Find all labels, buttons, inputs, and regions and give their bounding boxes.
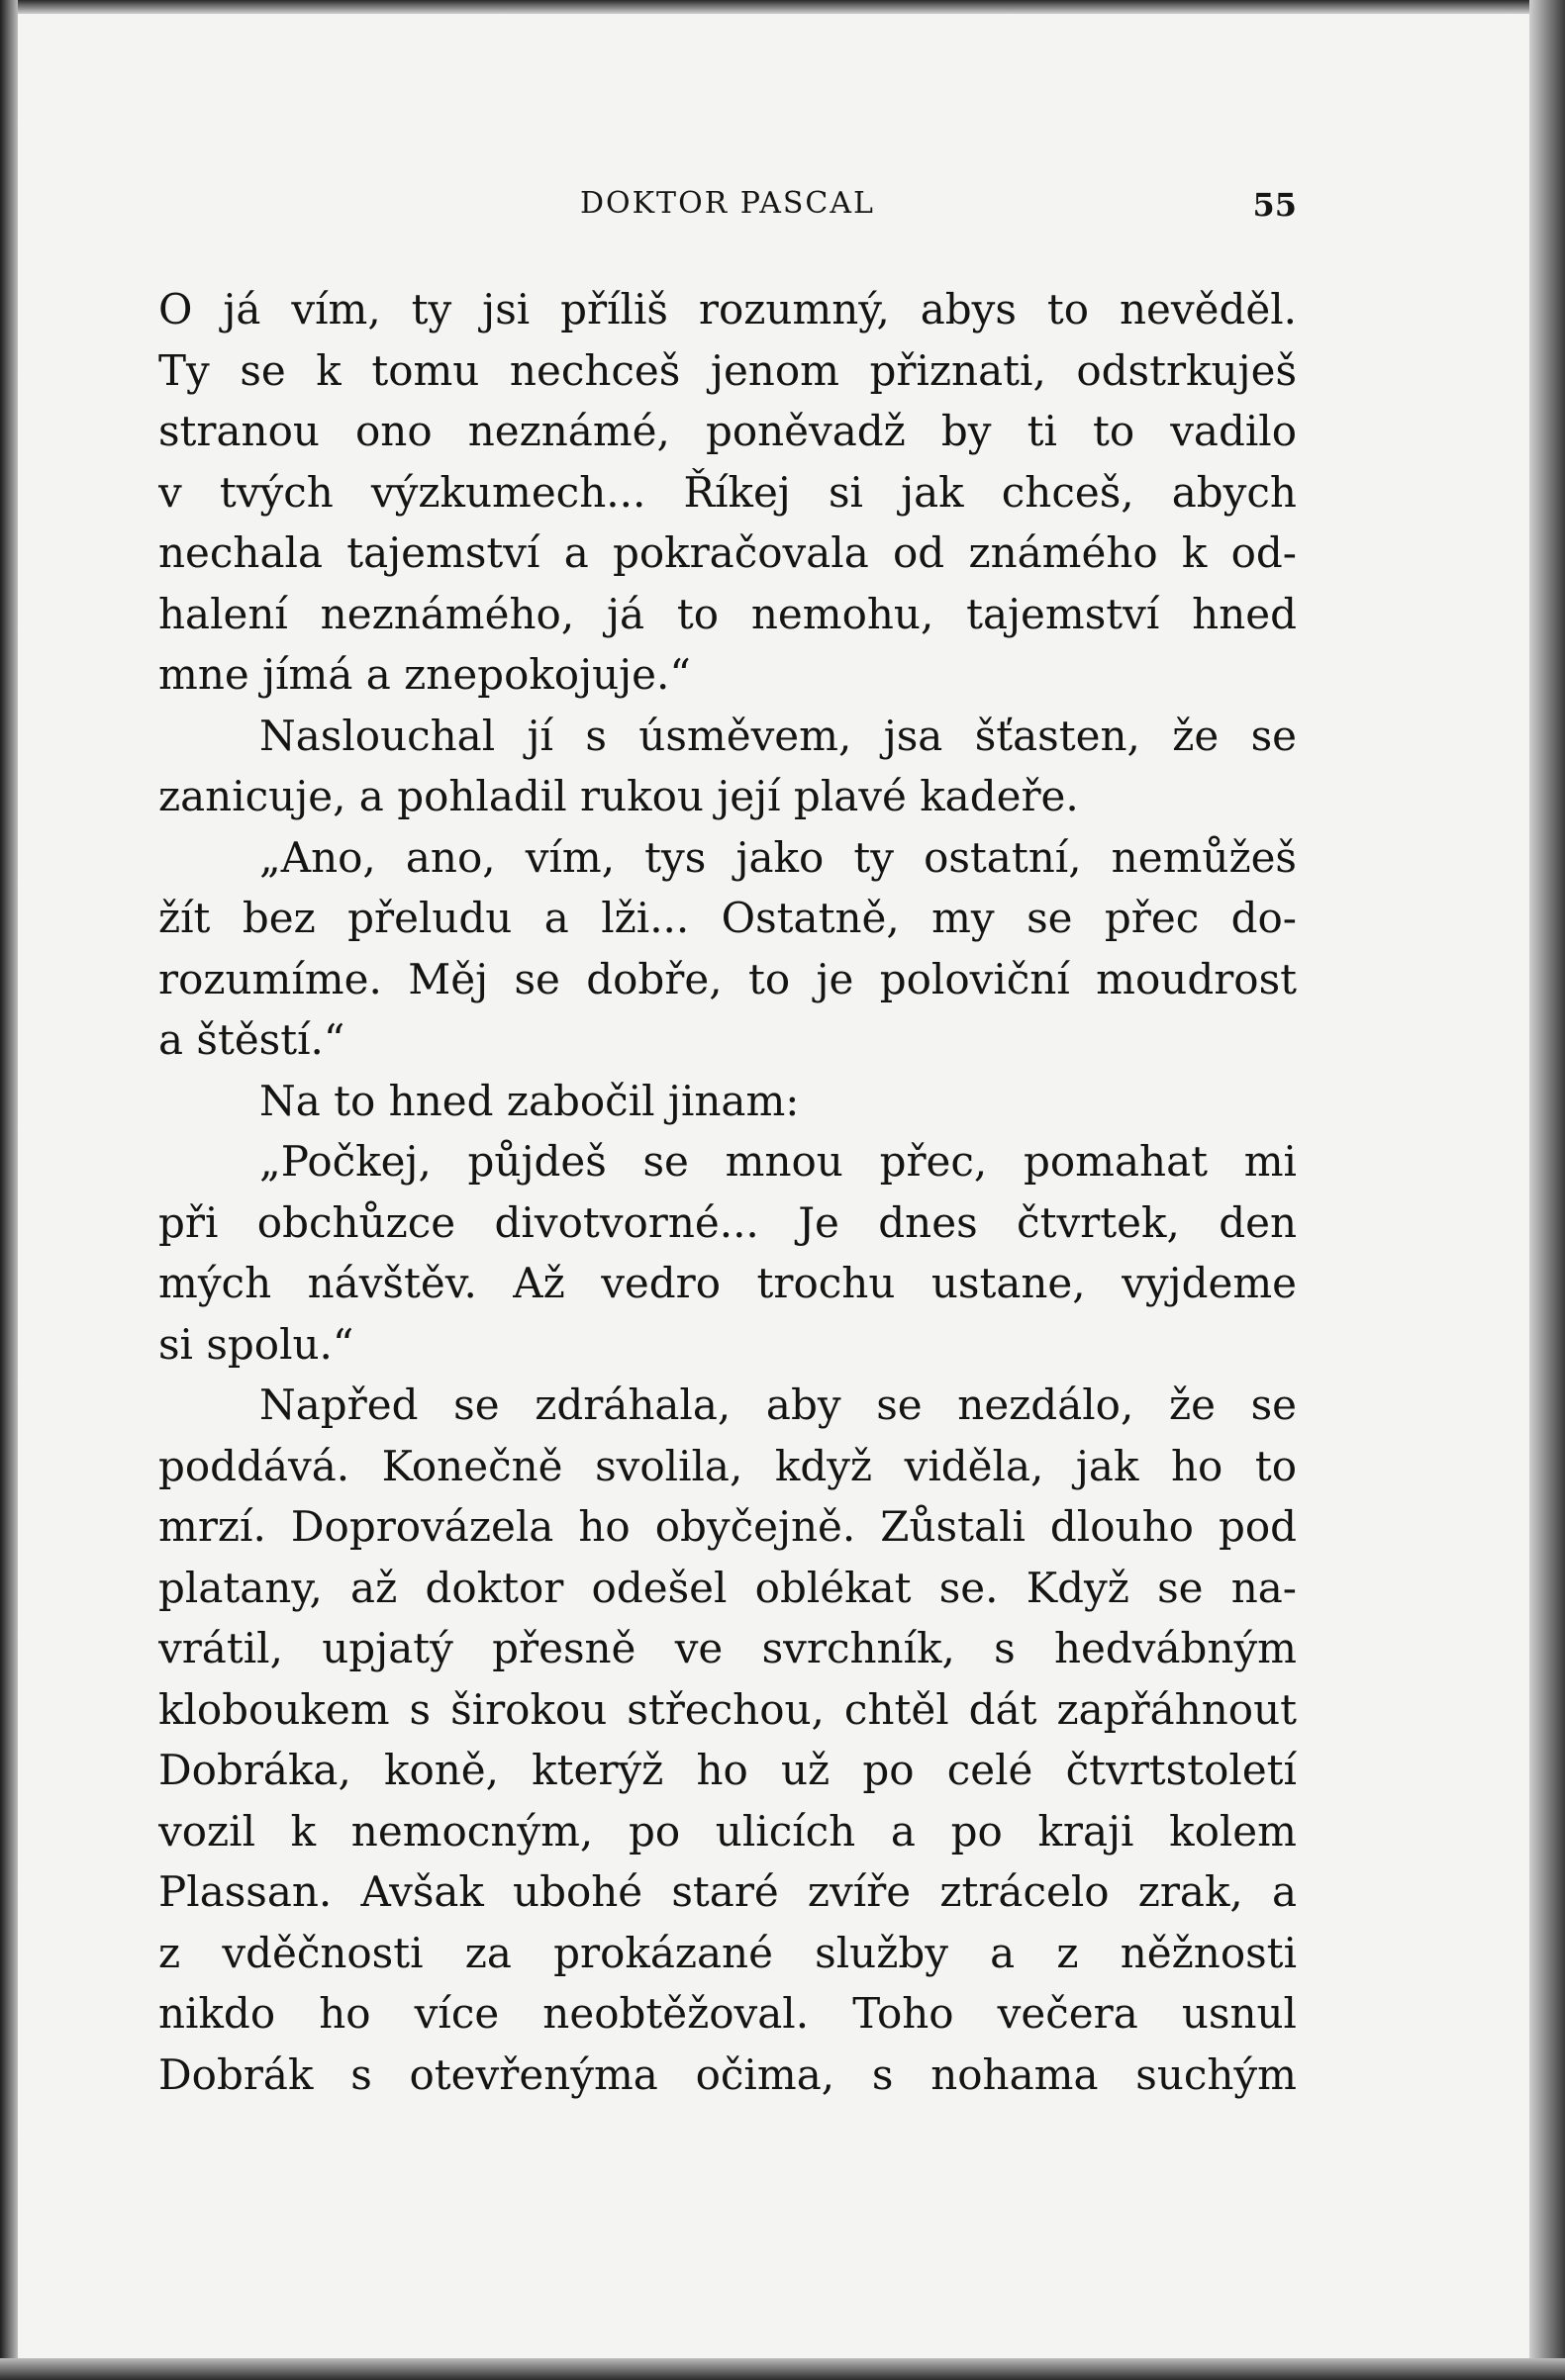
text-line: Dobráka, koně, kterýž ho už po celé čtvrtstoletí <box>158 1746 1297 1794</box>
text-line: vrátil, upjatý přesně ve svrchník, s hedvábným <box>158 1624 1297 1672</box>
running-title: DOKTOR PASCAL <box>580 186 875 221</box>
text-line: poddává. Konečně svolila, když viděla, jak ho to <box>158 1441 1297 1490</box>
text-line: kloboukem s širokou střechou, chtěl dát zapřáhnout <box>158 1684 1297 1734</box>
scan-edge-top <box>0 0 1565 14</box>
text-line: z vděčnosti za prokázané služby a z něžnosti <box>158 1928 1297 1977</box>
text-line: nechala tajemství a pokračovala od známého k od- <box>158 528 1297 577</box>
text-line: nikdo ho více neobtěžoval. Toho večera usnul <box>158 1989 1297 2038</box>
running-header <box>158 186 1297 226</box>
text-line: halení neznámého, já to nemohu, tajemství hned <box>158 589 1297 638</box>
text-line: mrzí. Doprovázela ho obyčejně. Zůstali dlouho pod <box>158 1502 1297 1551</box>
text-line: Plassan. Avšak ubohé staré zvíře ztrácelo zrak, a <box>158 1867 1297 1916</box>
text-line: zanicuje, a pohladil rukou její plavé kadeře. <box>158 772 1079 820</box>
text-line: Dobrák s otevřenýma očima, s nohama suchým <box>158 2049 1297 2099</box>
text-line: „Počkej, půjdeš se mnou přec, pomahat mi <box>259 1137 1297 1186</box>
text-line: vozil k nemocným, po ulicích a po kraji kolem <box>158 1806 1297 1856</box>
text-line: Napřed se zdráhala, aby se nezdálo, že se <box>259 1380 1297 1429</box>
text-line: při obchůzce divotvorné... Je dnes čtvrtek, den <box>158 1197 1297 1247</box>
text-line: a štěstí.“ <box>158 1015 345 1064</box>
text-line: „Ano, ano, vím, tys jako ty ostatní, nemůžeš <box>259 832 1297 882</box>
text-line: si spolu.“ <box>158 1319 354 1369</box>
scan-edge-bottom <box>0 2358 1565 2380</box>
text-line: Naslouchal jí s úsměvem, jsa šťasten, že se <box>259 711 1297 760</box>
text-line: platany, až doktor odešel oblékat se. Když se na- <box>158 1563 1297 1612</box>
page-number: 55 <box>1252 186 1297 224</box>
text-line: stranou ono neznámé, poněvadž by ti to vadilo <box>158 407 1297 455</box>
text-line: Ty se k tomu nechceš jenom přiznati, odstrkuješ <box>158 345 1297 395</box>
text-line: Na to hned zabočil jinam: <box>259 1076 800 1125</box>
body-text <box>158 279 1297 2105</box>
text-line: mne jímá a znepokojuje.“ <box>158 650 691 699</box>
text-line: žít bez přeludu a lži... Ostatně, my se přec do- <box>158 894 1297 942</box>
scan-edge-left <box>0 0 18 2380</box>
text-line: v tvých výzkumech... Říkej si jak chceš, abych <box>158 467 1297 517</box>
text-line: mých návštěv. Až vedro trochu ustane, vyjdeme <box>158 1259 1297 1307</box>
text-line: rozumíme. Měj se dobře, to je poloviční moudrost <box>158 954 1297 1003</box>
scan-edge-right <box>1529 0 1565 2380</box>
text-line: O já vím, ty jsi příliš rozumný, abys to nevěděl. <box>158 285 1297 333</box>
